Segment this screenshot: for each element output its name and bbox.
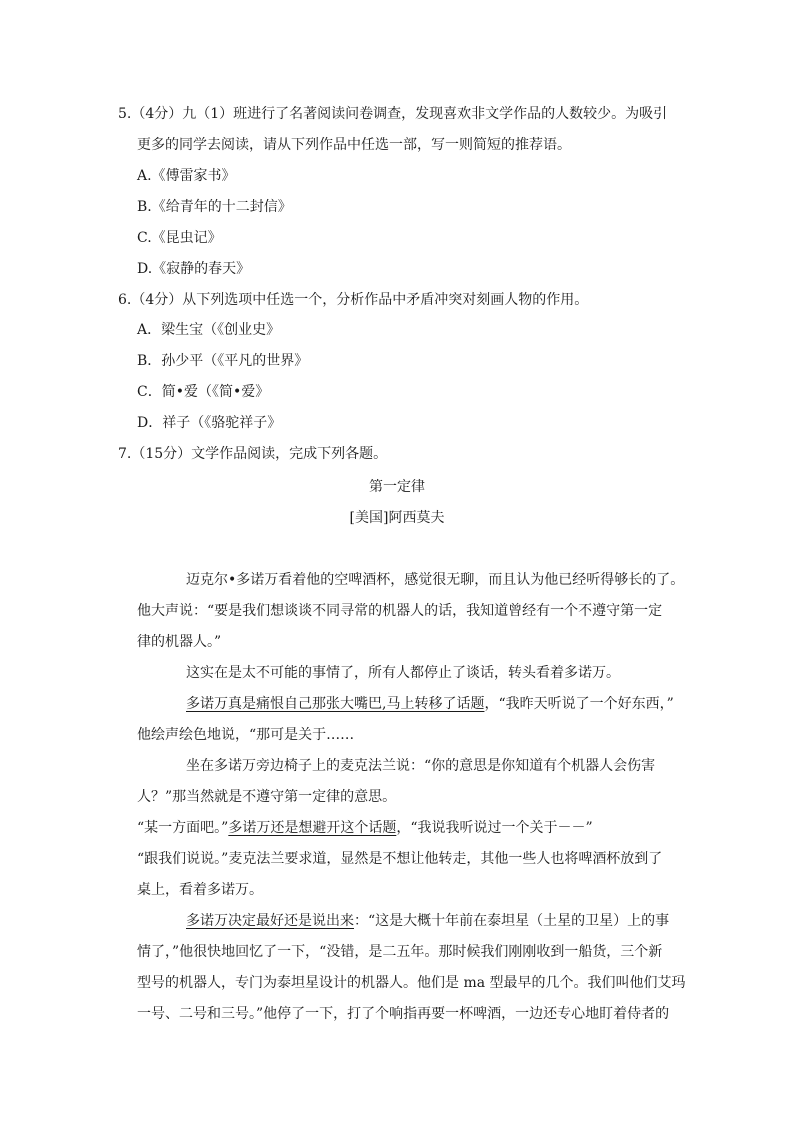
p7-line3: 型号的机器人，专门为泰坦星设计的机器人。他们是 ma 型最早的几个。我们叫他们艾玛: [137, 975, 686, 991]
q6-option-c: C．简•爱（《简•爱》: [137, 384, 270, 400]
p1-line2: 他大声说：“要是我们想谈谈不同寻常的机器人的话，我知道曾经有一个不遵守第一定: [137, 603, 663, 619]
p5-line1: [137, 818, 593, 838]
q5-option-d: D.《寂静的春天》: [137, 261, 251, 277]
p3-line1: [186, 694, 674, 714]
p7-line1: [186, 911, 669, 931]
q5-option-a: A.《傅雷家书》: [137, 168, 236, 184]
p5-underlined-phrase: 多诺万还是想避开这个话题: [228, 820, 397, 836]
p1-line3: 律的机器人。”: [137, 634, 222, 650]
p5-post: ，“我说我听说过一个关于－－”: [396, 820, 593, 836]
q5-option-c: C.《昆虫记》: [137, 230, 222, 246]
p7-underlined-phrase: 多诺万决定最好还是说出来: [186, 913, 354, 929]
q6-stem: 6.（4分）从下列选项中任选一个，分析作品中矛盾冲突对刻画人物的作用。: [118, 292, 589, 308]
p1-line1: 迈克尔•多诺万看着他的空啤酒杯，感觉很无聊，而且认为他已经听得够长的了。: [186, 572, 685, 588]
p7-line1-rest: ：“这是大概十年前在泰坦星（土星的卫星）上的事: [354, 913, 670, 929]
p7-line4: 一号、二号和三号。”他停了一下，打了个响指再要一杯啤酒，一边还专心地盯着侍者的: [137, 1006, 670, 1022]
p4-line1: 坐在多诺万旁边椅子上的麦克法兰说：“你的意思是你知道有个机器人会伤害: [186, 758, 656, 774]
q6-option-b: B．孙少平（《平凡的世界》: [137, 353, 309, 369]
p7-line2: 情了，”他很快地回忆了一下，“没错，是二五年。那时候我们刚刚收到一船货，三个新: [137, 944, 663, 960]
p6-line2: 桌上，看着多诺万。: [137, 882, 263, 898]
q5-stem-line2: 更多的同学去阅读，请从下列作品中任选一部，写一则简短的推荐语。: [137, 137, 571, 153]
p3-line2: 他绘声绘色地说，“那可是关于……: [137, 727, 355, 743]
q5-option-b: B.《给青年的十二封信》: [137, 199, 292, 215]
p4-line2: 人？”那当然就是不遵守第一定律的意思。: [137, 789, 397, 805]
story-author: [美国]阿西莫夫: [349, 510, 445, 526]
p3-line1-rest: ，“我昨天听说了一个好东西，”: [484, 696, 674, 712]
q5-stem-line1: 5.（4分）九（1）班进行了名著阅读问卷调查，发现喜欢非文学作品的人数较少。为吸引: [118, 106, 668, 122]
p6-line1: “跟我们说说。”麦克法兰要求道，显然是不想让他转走，其他一些人也将啤酒杯放到了: [137, 851, 663, 867]
q6-option-a: A．梁生宝（《创业史》: [137, 322, 281, 338]
p2-line1: 这实在是太不可能的事情了，所有人都停止了谈话，转头看着多诺万。: [186, 665, 620, 681]
story-title: 第一定律: [369, 479, 425, 495]
q7-stem: 7.（15分）文学作品阅读，完成下列各题。: [118, 446, 388, 462]
p3-underlined-phrase: 多诺万真是痛恨自己那张大嘴巴,马上转移了话题: [186, 696, 485, 712]
q6-option-d: D．祥子（《骆驼祥子》: [137, 415, 282, 431]
p5-pre: “某一方面吧。”: [137, 820, 229, 836]
